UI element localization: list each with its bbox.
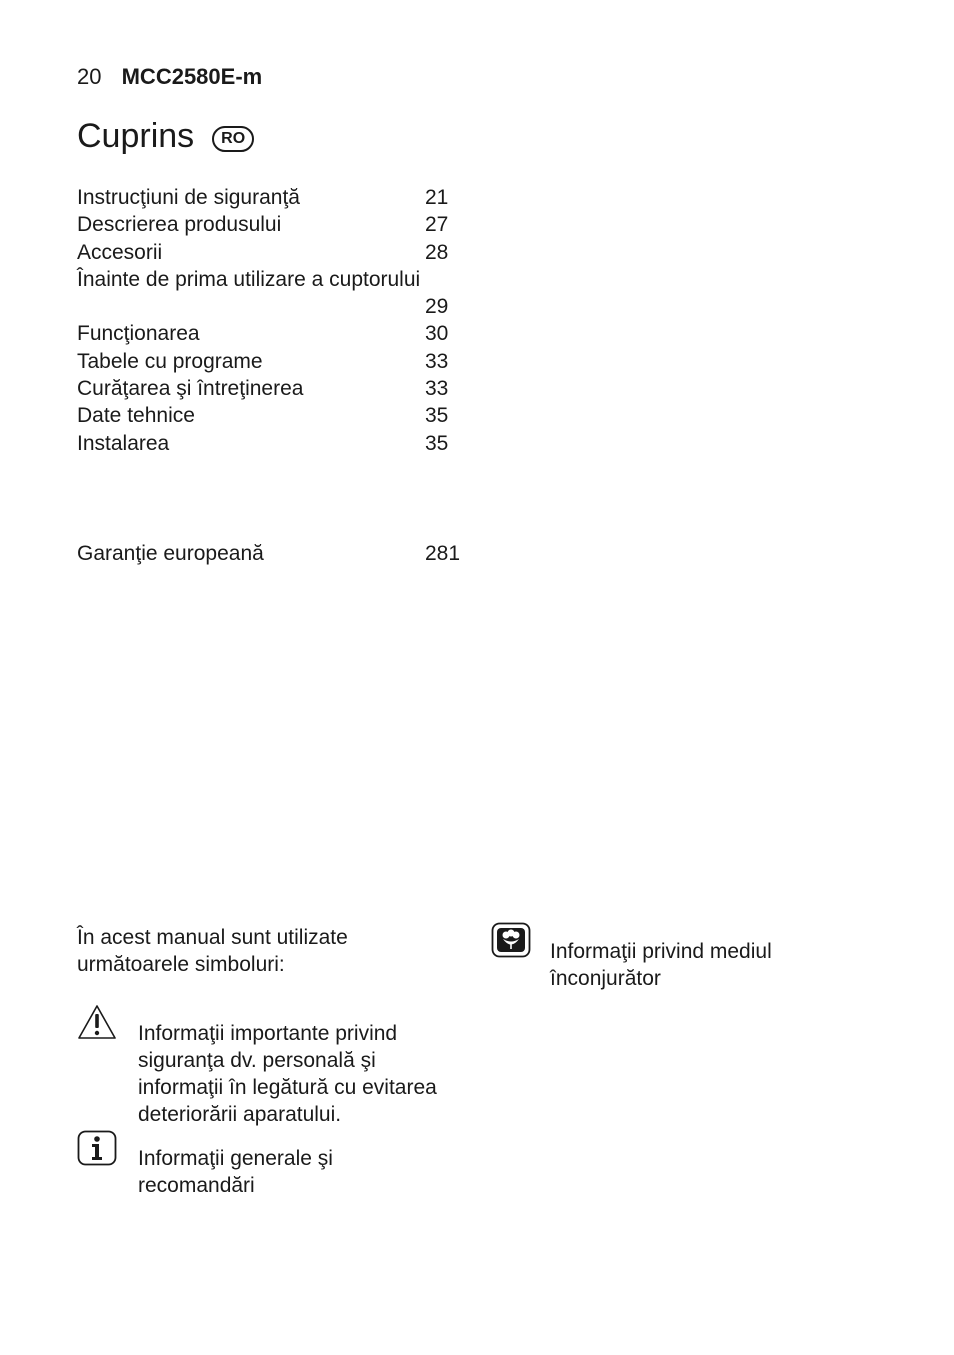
toc-label: Tabele cu programe	[77, 349, 263, 373]
toc-page: 28	[425, 240, 449, 264]
toc-page: 281	[425, 542, 461, 565]
info-icon	[77, 1130, 117, 1173]
toc-label: Curăţarea şi întreţinerea	[77, 377, 304, 401]
info-symbol-text	[138, 1145, 458, 1199]
toc-entry-warranty[interactable]	[77, 540, 497, 568]
toc-label: Accesorii	[77, 240, 163, 264]
toc-page: 29	[425, 295, 449, 319]
toc-page: 35	[425, 431, 449, 455]
toc-entry-safety[interactable]	[77, 184, 497, 211]
safety-text-line: informaţii în legătură cu evitarea	[138, 1076, 437, 1099]
toc-label: Înainte de prima utilizare a cuptorului	[77, 267, 421, 291]
toc-entry-technical-data[interactable]	[77, 402, 497, 429]
toc-entry-program-tables[interactable]	[77, 348, 497, 375]
toc-label: Instalarea	[77, 431, 170, 455]
title-row	[77, 116, 254, 156]
safety-text-line: Informaţii importante privind	[138, 1022, 398, 1045]
symbols-intro	[77, 924, 457, 978]
toc-page: 33	[425, 349, 449, 373]
toc-entry-before-first-use[interactable]	[77, 266, 497, 321]
warning-triangle-icon	[77, 1004, 117, 1047]
page-header	[77, 64, 262, 90]
info-text-line: Informaţii generale şi	[138, 1147, 333, 1170]
safety-text-line: siguranţa dv. personală şi	[138, 1049, 376, 1072]
toc-label: Garanţie europeană	[77, 542, 264, 565]
info-text-line: recomandări	[138, 1174, 255, 1197]
toc-page: 30	[425, 322, 449, 346]
toc-page: 33	[425, 377, 449, 401]
toc-entry-description[interactable]	[77, 211, 497, 238]
safety-symbol-text	[138, 1020, 468, 1128]
symbols-intro-line: În acest manual sunt utilizate	[77, 926, 348, 949]
toc-entry-cleaning[interactable]	[77, 375, 497, 402]
toc-entry-accessories[interactable]	[77, 239, 497, 266]
toc-label: Date tehnice	[77, 404, 195, 428]
environment-symbol-text	[550, 938, 870, 992]
toc-page: 35	[425, 404, 449, 428]
environment-text-line: înconjurător	[550, 967, 661, 990]
toc-label: Funcţionarea	[77, 322, 200, 346]
toc-label: Instrucţiuni de siguranţă	[77, 186, 300, 209]
safety-text-line: deteriorării aparatului.	[138, 1103, 342, 1126]
page-number: 20	[77, 64, 102, 89]
toc-page: 21	[425, 186, 449, 209]
toc-page: 27	[425, 213, 449, 237]
toc-entry-operation[interactable]	[77, 320, 497, 347]
flower-environment-icon	[491, 922, 531, 965]
table-of-contents	[77, 184, 497, 457]
language-badge: RO	[212, 126, 254, 152]
toc-label: Descrierea produsului	[77, 213, 282, 237]
model-name: MCC2580E-m	[121, 64, 263, 89]
toc-entry-installation[interactable]	[77, 430, 497, 457]
page-title: Cuprins	[77, 117, 195, 155]
symbols-intro-line: următoarele simboluri:	[77, 953, 285, 976]
environment-text-line: Informaţii privind mediul	[550, 940, 772, 963]
